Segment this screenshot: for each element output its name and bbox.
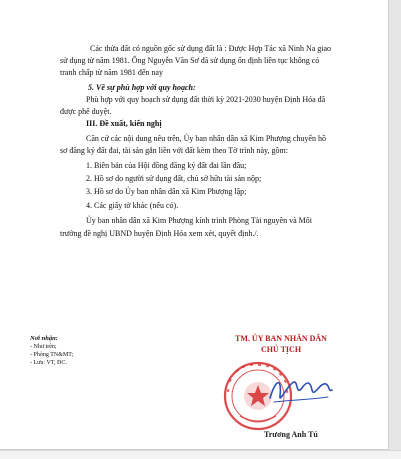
section-5-heading: 5. Về sự phù hợp với quy hoạch: (88, 83, 196, 92)
vertical-scrollbar[interactable] (389, 0, 401, 449)
section-3-heading: III. Đề xuất, kiến nghị (86, 119, 162, 128)
signature-block (218, 333, 344, 355)
paragraph-1-line-3: tranh chấp từ năm 1981 đến nay (60, 68, 163, 77)
list-item: 2. Hồ sơ do người sử dụng đất, chủ sở hữu tài sản nộp; (86, 174, 262, 183)
recipients-block (30, 335, 73, 367)
list-item: 1. Biên bản của Hội đồng đăng ký đất đai lần đầu; (86, 161, 247, 170)
signer-name: Trương Anh Tú (264, 430, 318, 439)
section-5-line-1: Phù hợp với quy hoạch sử dụng đất thời kỳ 2021-2030 huyện Định Hóa đã (86, 95, 326, 104)
section-3-intro-line-2: sơ đăng ký đất đai, tài sản gắn liền với đất kèm theo Tờ trình này, gồm: (60, 146, 288, 155)
recipient-item: - Như trên; (30, 344, 57, 350)
section-3-intro-line-1: Căn cứ các nội dung nêu trên, Ủy ban nhân dân xã Kim Phượng chuyển hồ (86, 134, 326, 143)
recipients-title: Nơi nhận: (30, 335, 58, 342)
closing-line-2: trường đề nghị UBND huyện Định Hóa xem xét, quyết định./. (60, 229, 259, 238)
recipient-item: - Lưu: VT, ĐC. (30, 360, 67, 366)
signature-icon (266, 370, 336, 410)
closing-line-1: Ủy ban nhân dân xã Kim Phượng kính trình Phòng Tài nguyên và Môi (86, 216, 312, 225)
recipient-item: - Phòng TN&MT; (30, 352, 74, 358)
list-item: 4. Các giấy tờ khác (nếu có). (86, 201, 179, 210)
list-item: 3. Hồ sơ do Ủy ban nhân dân xã Kim Phượng lập; (86, 187, 247, 196)
paragraph-1-line-2: sử dụng từ năm 1981. Ông Nguyễn Văn Sơ đã sử dụng ổn định liên tục không có (60, 56, 320, 65)
section-5-line-2: được phê duyệt. (60, 107, 112, 116)
signing-role: CHỦ TỊCH (260, 345, 302, 354)
signing-organization: TM. ỦY BAN NHÂN DÂN (235, 334, 327, 343)
handwritten-signature (266, 370, 336, 415)
paragraph-1-line-1: Các thửa đất có nguồn gốc sử dụng đất là : Được Hợp Tác xã Ninh Na giao (90, 44, 332, 53)
